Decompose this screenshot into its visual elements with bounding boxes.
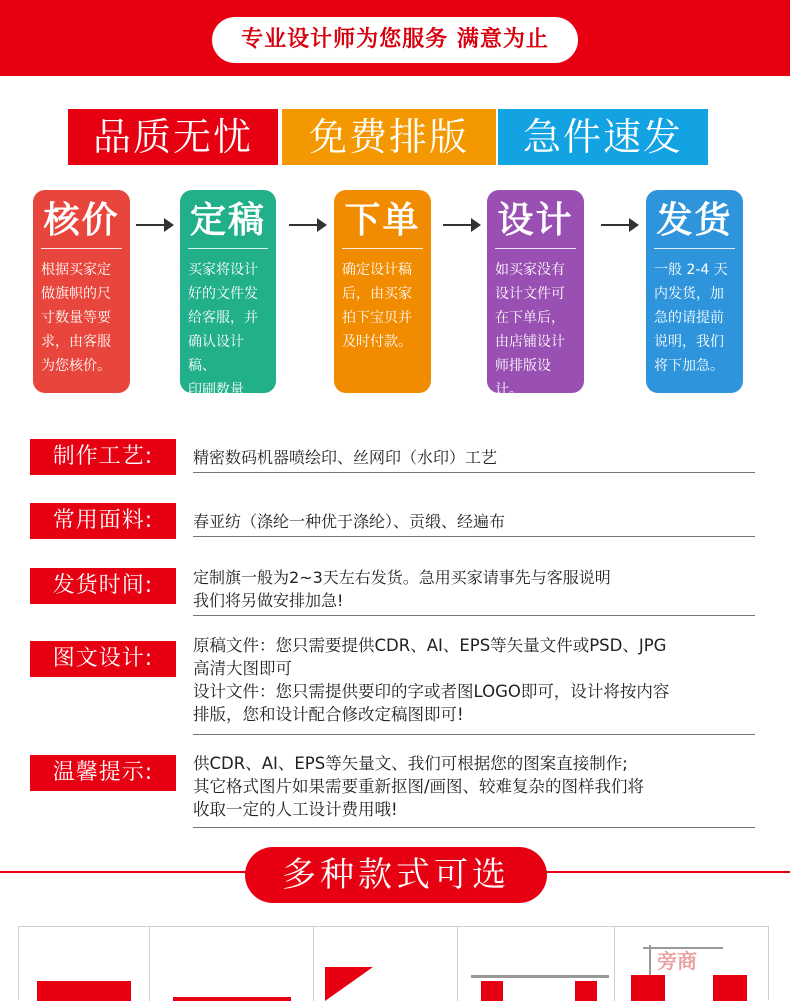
- process-step-finalize: [180, 190, 276, 422]
- step-desc-line: 好的文件发: [188, 286, 258, 302]
- gallery-divider: [457, 927, 458, 1001]
- style-thumb-banner-right[interactable]: [575, 981, 597, 1001]
- process-step-ship: [646, 190, 743, 393]
- step-title: 设计: [497, 200, 574, 241]
- headline-express: 急件速发: [498, 109, 708, 165]
- arrow-right-icon: [136, 223, 174, 227]
- info-label-fabric: 常用面料:: [30, 503, 176, 539]
- step-desc-line: 为您核价。: [41, 358, 111, 374]
- info-divider: [193, 615, 755, 616]
- info-divider: [193, 734, 755, 735]
- step-description: [646, 249, 743, 378]
- step-desc-line: 给客服，并: [188, 310, 258, 326]
- step-desc-line: 内发货，加: [654, 286, 724, 302]
- step-desc-line: 设计文件可: [495, 286, 565, 302]
- info-text-shipping: [193, 566, 753, 612]
- style-thumb-banner-left[interactable]: [481, 981, 503, 1001]
- info-divider: [193, 536, 755, 537]
- gallery-divider: [313, 927, 314, 1001]
- style-thumb-vertical-flag-left[interactable]: [631, 975, 665, 1001]
- step-desc-line: 确认设计稿、: [188, 334, 244, 374]
- info-label-shipping: 发货时间:: [30, 568, 176, 604]
- style-thumb-vertical-flag-right[interactable]: [713, 975, 747, 1001]
- step-desc-line: 及时付款。: [342, 334, 412, 350]
- step-title: 下单: [344, 200, 421, 241]
- info-line: 其它格式图片如果需要重新抠图/画图、较难复杂的图样我们将: [193, 777, 645, 796]
- step-desc-line: 如买家没有: [495, 262, 565, 278]
- step-desc-line: 求，由客服: [41, 334, 111, 350]
- info-label-tips: 温馨提示:: [30, 755, 176, 791]
- info-label-craft: 制作工艺:: [30, 439, 176, 475]
- step-desc-line: 说明，我们: [654, 334, 724, 350]
- process-step-quote: [33, 190, 130, 393]
- style-thumb-watermark: 旁商: [657, 949, 697, 973]
- step-desc-line: 在下单后，: [495, 310, 565, 326]
- step-desc-line: 后，由买家: [342, 286, 412, 302]
- step-desc-line: 做旗帜的尺: [41, 286, 111, 302]
- slogan-pill: 专业设计师为您服务 满意为止: [212, 17, 578, 63]
- arrow-right-icon: [443, 223, 481, 227]
- info-line: 高清大图即可: [193, 659, 292, 678]
- step-desc-line: 买家将设计: [188, 262, 258, 278]
- process-step-order: [334, 190, 431, 393]
- style-thumb-triangle-flag[interactable]: [325, 967, 373, 1001]
- top-banner: [0, 0, 790, 76]
- step-desc-line: 将下加急。: [654, 358, 724, 374]
- info-line: 精密数码机器喷绘印、丝网印（水印）工艺: [193, 448, 498, 467]
- step-title: 发货: [656, 200, 733, 241]
- step-description: [487, 249, 584, 402]
- info-line: 排版，您和设计配合修改定稿图即可!: [193, 705, 464, 724]
- step-title: 核价: [43, 200, 120, 241]
- step-desc-line: 急的请提前: [654, 310, 724, 326]
- step-desc-line: 根据买家定: [41, 262, 111, 278]
- step-description: [334, 249, 431, 354]
- info-line: 收取一定的人工设计费用哦!: [193, 800, 398, 819]
- step-desc-line: 寸数量等要: [41, 310, 111, 326]
- info-label-design: 图文设计:: [30, 641, 176, 677]
- step-desc-line: 一般 2-4 天: [654, 262, 728, 278]
- step-description: [33, 249, 130, 378]
- style-thumb-rect-flag[interactable]: [37, 981, 131, 1001]
- info-divider: [193, 472, 755, 473]
- info-line: 我们将另做安排加急!: [193, 591, 344, 610]
- info-text-craft: [193, 446, 753, 469]
- gallery-divider: [149, 927, 150, 1001]
- gallery-divider: [614, 927, 615, 1001]
- style-gallery: [18, 926, 769, 1000]
- step-desc-line: 拍下宝贝并: [342, 310, 412, 326]
- info-text-fabric: [193, 510, 753, 533]
- styles-section-title: 多种款式可选: [245, 847, 547, 903]
- style-thumb-pole: [471, 975, 609, 978]
- info-text-tips: [193, 752, 753, 821]
- arrow-right-icon: [289, 223, 327, 227]
- step-desc-line: 印刷数量等。: [188, 382, 244, 422]
- info-text-design: [193, 634, 753, 726]
- step-description: [180, 249, 276, 426]
- step-desc-line: 确定设计稿: [342, 262, 412, 278]
- info-line: 定制旗一般为2~3天左右发货。急用买家请事先与客服说明: [193, 568, 611, 587]
- arrow-right-icon: [601, 223, 639, 227]
- step-title: 定稿: [189, 200, 266, 241]
- headline-quality: 品质无忧: [68, 109, 278, 165]
- info-line: 设计文件：您只需提供要印的字或者图LOGO即可，设计将按内容: [193, 682, 670, 701]
- headline-free-layout: 免费排版: [282, 109, 496, 165]
- info-line: 春亚纺（涤纶一种优于涤纶）、贡缎、经遍布: [193, 512, 506, 531]
- step-desc-line: 由店铺设计: [495, 334, 565, 350]
- process-step-design: [487, 190, 584, 398]
- info-line: 原稿文件：您只需要提供CDR、AI、EPS等矢量文件或PSD、JPG: [193, 636, 667, 655]
- style-thumb-bunting[interactable]: [173, 997, 291, 1001]
- step-desc-line: 师排版设计。: [495, 358, 551, 398]
- info-divider: [193, 827, 755, 828]
- info-line: 供CDR、AI、EPS等矢量文、我们可根据您的图案直接制作;: [193, 754, 628, 773]
